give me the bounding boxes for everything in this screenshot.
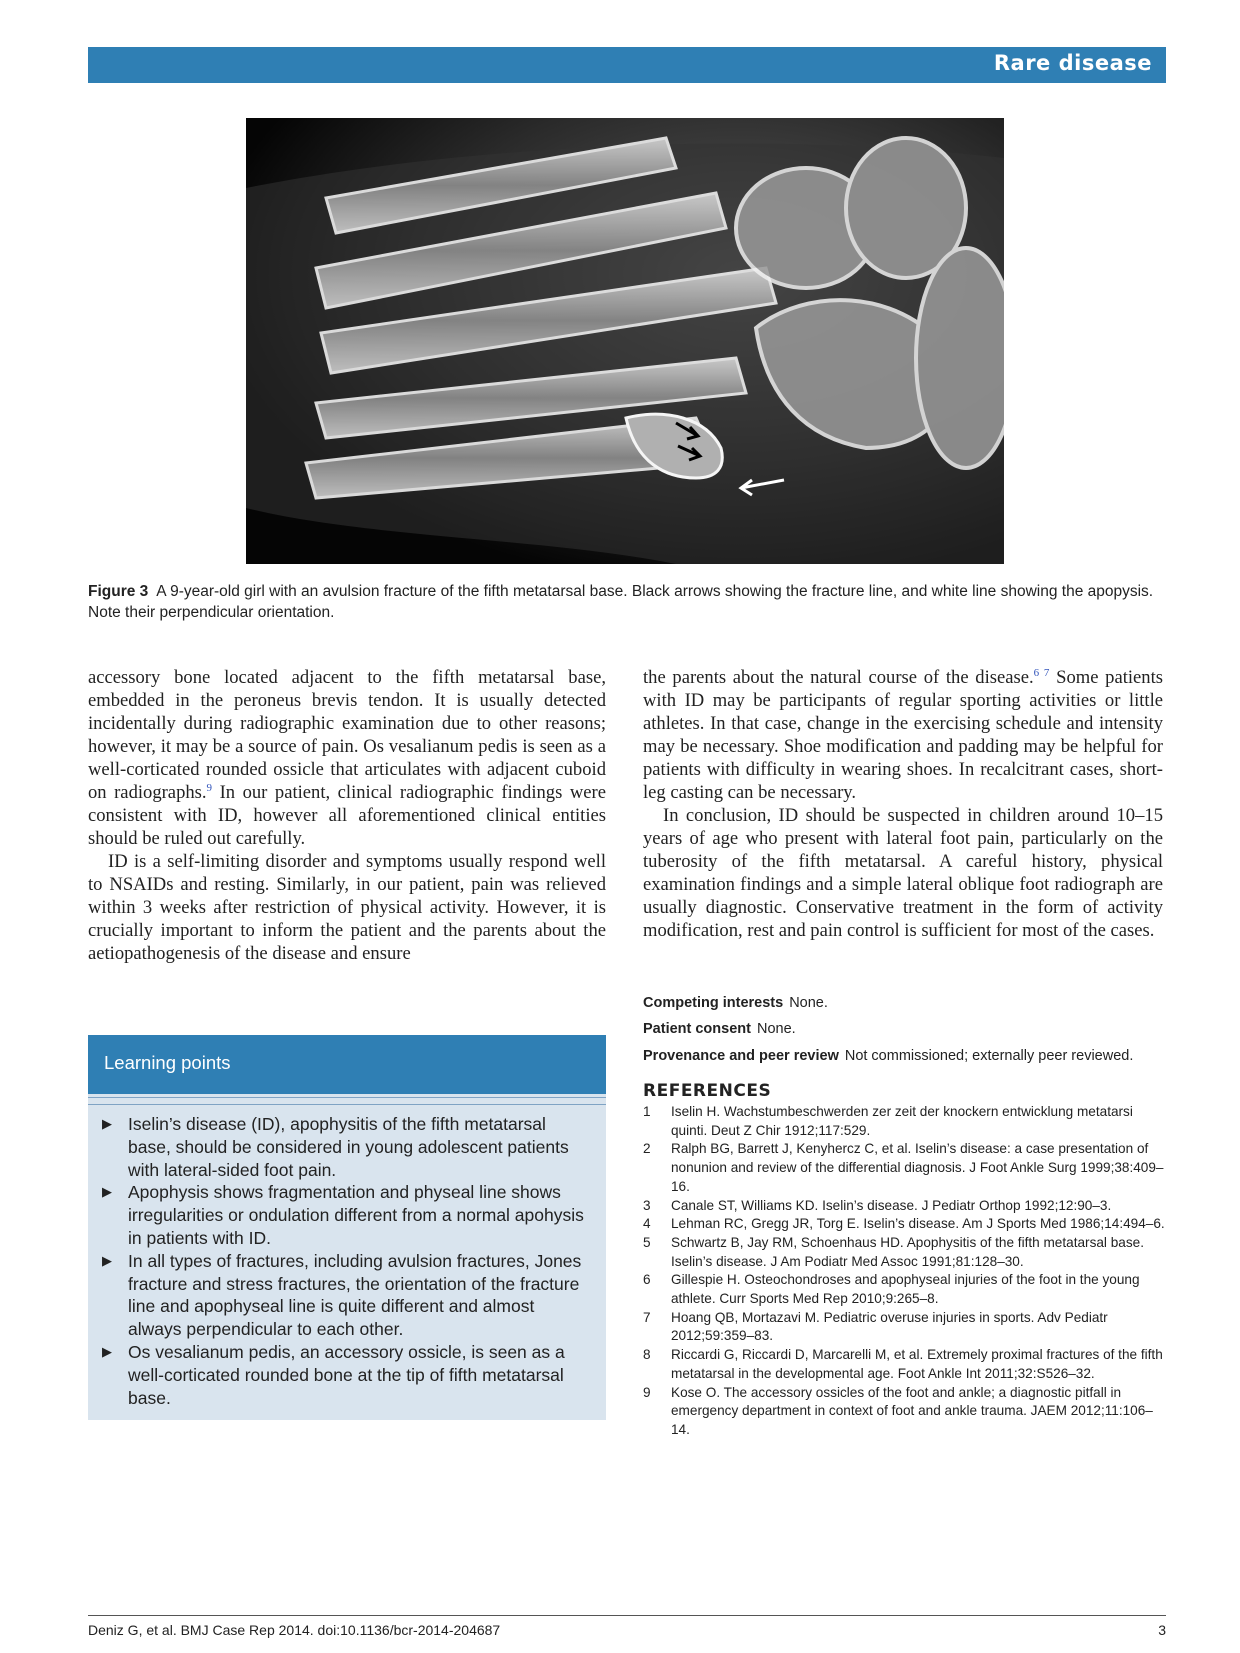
left-paragraph-1 (88, 666, 606, 850)
learning-point-item (102, 1113, 592, 1181)
reference-text: Gillespie H. Osteochondroses and apophyseal injuries of the foot in the young athlete. Curr Sports Med Rep 2010;9:265–8. (671, 1272, 1140, 1307)
patient-consent (643, 1021, 1163, 1037)
learning-points-title: Learning points (104, 1052, 231, 1073)
learning-point-item (102, 1341, 592, 1409)
learning-point-text: Os vesalianum pedis, an accessory ossicle, is seen as a well-corticated rounded bone at the tip of fifth metatarsal base. (128, 1341, 565, 1408)
reference-text: Ralph BG, Barrett J, Kenyhercz C, et al. Iselin’s disease: a case presentation of nonunion and review of the differential diagnosis. J Foot Ankle Surg 1999;38:409–16. (671, 1141, 1164, 1194)
reference-text: Riccardi G, Riccardi D, Marcarelli M, et al. Extremely proximal fractures of the fifth metatarsal in the developmental age. Foot Ankle Int 2011;32:S526–32. (671, 1347, 1163, 1381)
left-paragraph-2: ID is a self-limiting disorder and symptoms usually respond well to NSAIDs and resting. Similarly, in our patient, pain was relieved within 3 weeks after restriction of physical activity. However, it is crucially important to inform the patient and the parents about the aetiopathogenesis of the disease and ensure (88, 851, 606, 964)
bullet-triangle-icon: ▶ (102, 1116, 112, 1131)
reference-item (643, 1384, 1165, 1440)
right-paragraph-1-text-a: the parents about the natural course of the disease. (643, 667, 1034, 688)
learning-point-text: In all types of fractures, including avulsion fractures, Jones fracture and stress fractures, the orientation of the fracture line and apophyseal line is quite different and almost always perpendicular to each other. (128, 1250, 582, 1340)
reference-number: 7 (643, 1309, 651, 1325)
reference-text: Iselin H. Wachstumbeschwerden zer zeit der knockern entwicklung metatarsi quinti. Deut Z Chir 1912;117:529. (671, 1104, 1133, 1138)
section-title: Rare disease (993, 51, 1152, 75)
reference-number: 2 (643, 1141, 651, 1157)
bullet-triangle-icon: ▶ (102, 1343, 112, 1359)
learning-point-text: Iselin’s disease (ID), apophysitis of the fifth metatarsal base, should be considered in young adolescent patients with lateral-sided foot pain. (128, 1114, 569, 1180)
learning-point-item (102, 1181, 592, 1249)
left-paragraph-1-text-b: In our patient, clinical radiographic findings were consistent with ID, however all aforementioned clinical entities should be ruled out carefully. (88, 782, 606, 849)
section-header-bar (88, 47, 1166, 83)
page-number: 3 (1158, 1622, 1166, 1638)
learning-points-box (88, 1035, 606, 1420)
left-paragraph-1-text-a: accessory bone located adjacent to the fifth metatarsal base, embedded in the peroneus brevis tendon. It is usually detected incidentally during radiographic examination due to other reasons; however, it may be a source of pain. Os vesalianum pedis is seen as a well-corticated rounded ossicle that articulates with adjacent cuboid on radiographs. (88, 667, 606, 803)
reference-text: Schwartz B, Jay RM, Schoenhaus HD. Apophysitis of the fifth metatarsal base. Iselin’s disease. J Am Podiatr Med Assoc 1991;81:128–30. (671, 1234, 1144, 1269)
figure-caption-text: A 9-year-old girl with an avulsion fracture of the fifth metatarsal base. Black arrows showing the fracture line, and white line showing the apopysis. Note their perpendicular orientation. (88, 583, 1154, 621)
provenance-value: Not commissioned; externally peer reviewed. (844, 1048, 1134, 1064)
radiograph-figure (246, 118, 1004, 564)
provenance (643, 1048, 1163, 1064)
reference-item (643, 1346, 1165, 1383)
footer-divider (88, 1615, 1166, 1616)
reference-item (643, 1215, 1165, 1234)
learning-points-divider (88, 1097, 606, 1105)
reference-text: Kose O. The accessory ossicles of the foot and ankle; a diagnostic pitfall in emergency department in context of foot and ankle trauma. JAEM 2012;11:106–14. (671, 1384, 1153, 1437)
bullet-triangle-icon: ▶ (102, 1184, 112, 1200)
reference-number: 8 (643, 1347, 651, 1363)
footer-citation: Deniz G, et al. BMJ Case Rep 2014. doi:10.1136/bcr-2014-204687 (88, 1622, 501, 1638)
reference-number: 3 (643, 1197, 651, 1213)
patient-consent-value: None. (756, 1021, 796, 1037)
reference-number: 4 (643, 1216, 651, 1232)
reference-number: 1 (643, 1104, 651, 1119)
references-heading: REFERENCES (643, 1081, 772, 1101)
right-paragraph-2: In conclusion, ID should be suspected in children around 10–15 years of age who present with lateral foot pain, particularly on the tuberosity of the fifth metatarsal. A careful history, physical examination findings and a simple lateral oblique foot radiograph are usually diagnostic. Conservative treatment in the form of activity modification, rest and pain control is sufficient for most of the cases. (643, 805, 1163, 941)
learning-points-header (88, 1035, 606, 1094)
reference-text: Canale ST, Williams KD. Iselin’s disease. J Pediatr Orthop 1992;12:90–3. (671, 1197, 1112, 1213)
left-column (88, 666, 606, 965)
references-list (643, 1103, 1165, 1440)
competing-interests-label: Competing interests (643, 995, 784, 1011)
reference-number: 6 (643, 1272, 651, 1288)
figure-caption (88, 581, 1166, 623)
citation-6-7[interactable]: 6 7 (1033, 666, 1050, 679)
right-paragraph-1-text-b: Some patients with ID may be participants of regular sporting activities or little athletes. In that case, change in the exercising schedule and intensity may be necessary. Shoe modification and padding may be helpful for patients with difficulty in wearing shoes. In recalcitrant cases, short-leg casting can be necessary. (643, 667, 1164, 803)
competing-interests-value: None. (789, 995, 828, 1011)
patient-consent-label: Patient consent (643, 1021, 751, 1037)
foot-xray-image (246, 118, 1004, 564)
reference-item (643, 1197, 1165, 1216)
reference-text: Lehman RC, Gregg JR, Torg E. Iselin’s disease. Am J Sports Med 1986;14:494–6. (671, 1216, 1165, 1232)
bullet-triangle-icon: ▶ (102, 1252, 112, 1268)
right-paragraph-1 (643, 666, 1163, 804)
provenance-label: Provenance and peer review (643, 1048, 839, 1064)
competing-interests (643, 995, 1163, 1011)
learning-point-item (102, 1250, 592, 1341)
reference-item (643, 1309, 1165, 1346)
citation-9[interactable]: 9 (206, 781, 213, 794)
learning-points-list (102, 1113, 592, 1409)
reference-item (643, 1234, 1165, 1271)
reference-item (643, 1140, 1165, 1196)
reference-item (643, 1271, 1165, 1308)
reference-text: Hoang QB, Mortazavi M. Pediatric overuse injuries in sports. Adv Pediatr 2012;59:359–83. (671, 1309, 1108, 1344)
reference-number: 5 (643, 1234, 651, 1250)
figure-label: Figure 3 (88, 583, 149, 600)
right-column (643, 666, 1163, 942)
learning-point-text: Apophysis shows fragmentation and physeal line shows irregularities or ondulation different from a normal apohysis in patients with ID. (128, 1182, 584, 1248)
reference-item (643, 1103, 1165, 1140)
reference-number: 9 (643, 1384, 651, 1400)
